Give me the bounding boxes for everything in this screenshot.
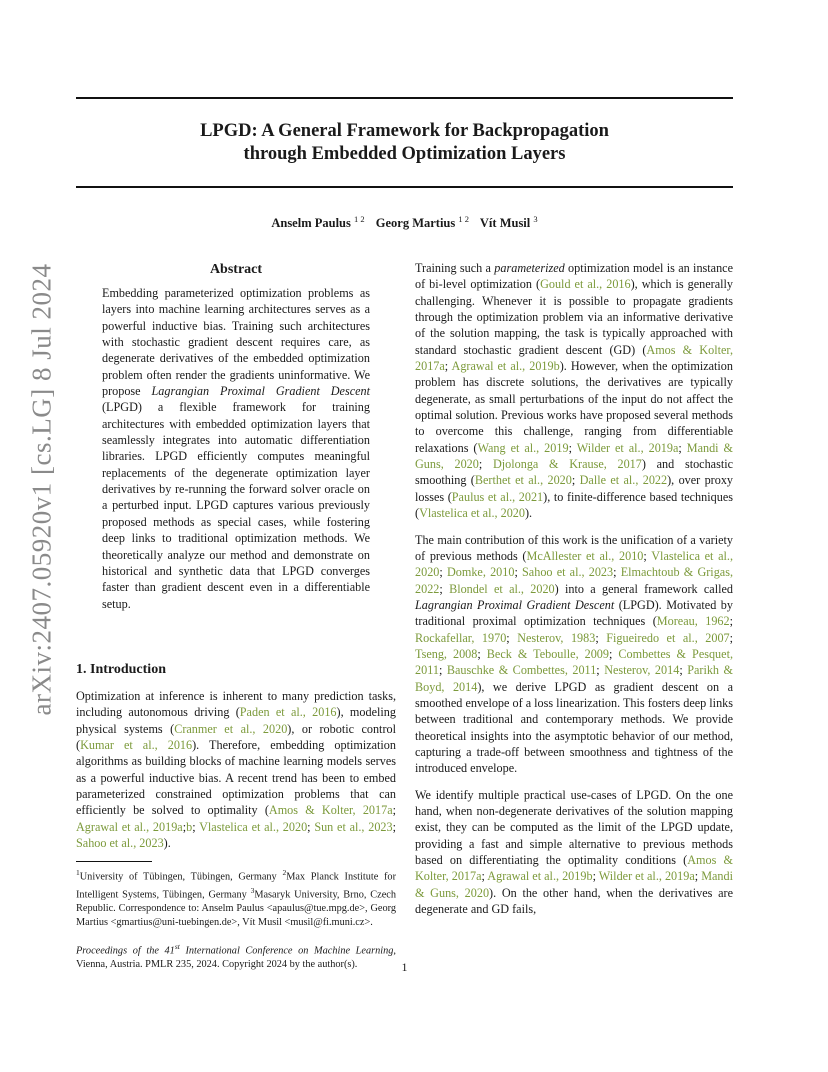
citation-link[interactable]: Sahoo et al., 2023 — [76, 835, 164, 850]
text-run: 1 — [76, 868, 80, 878]
author-affiliation: 3 — [533, 214, 538, 224]
body-paragraph — [415, 532, 733, 777]
citation-link[interactable]: Parikh & Boyd, 2014 — [415, 663, 734, 694]
citation-link[interactable]: McAllester et al., 2010 — [526, 548, 644, 563]
text-run: (LPGD). Motivated by traditional proximal optimization techniques ( — [415, 597, 733, 629]
arxiv-identifier: arXiv:2407.05920v1 [cs.LG] 8 Jul 2024 — [26, 263, 57, 715]
text-run: ; — [506, 630, 518, 645]
author-name: Georg Martius — [375, 216, 456, 230]
text-run: ; — [568, 440, 577, 455]
citation-link[interactable]: Vlastelica et al., 2020 — [415, 548, 734, 580]
citation-link[interactable]: Beck & Teboulle, 2009 — [486, 646, 609, 661]
text-run: ; — [643, 548, 652, 563]
text-run: ; — [478, 457, 493, 472]
citation-link[interactable]: Agrawal et al., 2019b — [487, 869, 593, 884]
text-run: ; — [613, 565, 621, 580]
arxiv-stamp — [22, 263, 62, 715]
text-run: ; — [729, 630, 734, 645]
citation-link[interactable]: Amos & Kolter, 2017a — [415, 342, 733, 374]
text-run: ), modeling physical systems ( — [76, 705, 396, 736]
author-name: Vít Musil — [479, 216, 531, 230]
citation-link[interactable]: Bauschke & Combettes, 2011 — [446, 663, 597, 678]
author-affiliation: 1 2 — [458, 214, 469, 224]
affiliation-footnote — [76, 866, 396, 929]
text-run: ; — [514, 565, 523, 580]
author-affiliation: 1 2 — [354, 214, 365, 224]
text-run: , Vienna, Austria. PMLR 235, 2024. Copyright 2024 by the author(s). — [76, 944, 396, 970]
citation-link[interactable]: Sahoo et al., 2023 — [522, 565, 614, 580]
text-run: ; — [595, 630, 607, 645]
citation-link[interactable]: Djolonga & Krause, 2017 — [492, 457, 642, 472]
title-rule-bottom — [76, 186, 733, 188]
text-run: 3 — [250, 886, 255, 896]
text-run: ), or robotic control ( — [76, 721, 396, 752]
citation-link[interactable]: Dalle et al., 2022 — [579, 473, 668, 488]
author-name: Anselm Paulus — [271, 216, 351, 230]
text-run: 41 — [164, 944, 175, 956]
text-run: ; — [392, 803, 396, 818]
section-heading-introduction: 1. Introduction — [76, 661, 166, 677]
citation-link[interactable]: Amos & Kolter, 2017a — [268, 803, 393, 818]
text-run: ; — [571, 473, 580, 488]
text-run: ; — [439, 581, 450, 596]
citation-link[interactable]: Amos & Kolter, 2017a — [415, 853, 733, 884]
citation-link[interactable]: Paulus et al., 2021 — [451, 489, 544, 504]
citation-link[interactable]: Rockafellar, 1970 — [415, 630, 507, 645]
citation-link[interactable]: Wang et al., 2019 — [477, 440, 569, 455]
text-run: ; — [182, 819, 187, 834]
text-run: ; — [729, 614, 733, 629]
text-run: st — [174, 941, 180, 951]
citation-link[interactable]: Sun et al., 2023 — [314, 819, 393, 834]
text-run: ; — [438, 663, 447, 678]
citation-link[interactable]: Kumar et al., 2016 — [80, 737, 193, 752]
page-number: 1 — [401, 960, 408, 974]
text-run: Training such a — [415, 261, 495, 275]
citation-link[interactable]: Combettes & Pesquet, 2011 — [415, 646, 733, 678]
text-run: ). On the other hand, when the derivatives are degenerate and GD fails, — [415, 885, 733, 917]
citation-link[interactable]: Gould et al., 2016 — [540, 277, 631, 292]
citation-link[interactable]: Mandi & Guns, 2020 — [415, 869, 734, 900]
text-run: ) into a general framework called — [554, 581, 733, 596]
text-run: We identify multiple practical use-cases of LPGD. On the one hand, when non-degenerate derivatives of the solution mapping exist, they can be computed as the limit of the LPGD update, providing a fast and simple alternative to previous methods based on differentiating the optimality conditions ( — [415, 787, 733, 868]
right-column — [415, 260, 733, 917]
abstract-heading: Abstract — [209, 262, 263, 277]
intro-paragraph — [76, 688, 396, 851]
citation-link[interactable]: Mandi & Guns, 2020 — [415, 440, 734, 472]
text-run: ), which is generally challenging. Whenever it is possible to propagate gradients through the optimization problem via an informative derivative of the solution mapping, the task is typically approached with standard stochastic gradient descent (GD) ( — [415, 277, 734, 357]
text-run: parameterized — [494, 261, 565, 275]
text-run: ; — [477, 646, 487, 661]
citation-link[interactable]: Blondel et al., 2020 — [449, 581, 555, 596]
citation-link[interactable]: Domke, 2010 — [446, 565, 515, 580]
text-run: ; — [307, 819, 315, 834]
body-paragraph — [415, 260, 733, 522]
citation-link[interactable]: Moreau, 1962 — [656, 614, 730, 629]
citation-link[interactable]: b — [186, 819, 193, 834]
text-run: ) and stochastic smoothing ( — [415, 457, 734, 488]
citation-link[interactable]: Wilder et al., 2019a — [598, 869, 695, 884]
text-run: ), we derive LPGD as gradient descent on a smoothed envelope of a loss linearization. This fosters deep links between traditional and contemporary methods. We provide theoretical insights into the asymptotic behavior of our method, capturing a trade-off between smoothness and tightness of the introduced envelope. — [415, 679, 733, 776]
citation-link[interactable]: Vlastelica et al., 2020 — [199, 819, 308, 834]
footnote-rule — [76, 861, 152, 862]
text-run: ; — [694, 869, 702, 884]
text-run: ; — [481, 869, 488, 884]
body-paragraph — [415, 787, 733, 918]
citation-link[interactable]: Berthet et al., 2020 — [474, 473, 572, 488]
text-run: ). — [525, 506, 533, 521]
title-line-1: LPGD: A General Framework for Backpropagation — [200, 121, 609, 141]
citation-link[interactable]: Figueiredo et al., 2007 — [606, 630, 730, 645]
text-run: Lagrangian Proximal Gradient Descent — [415, 597, 615, 612]
text-run: University of Tübingen, Tübingen, Germany — [79, 871, 283, 883]
title-rule-top — [76, 97, 733, 99]
left-column — [76, 260, 396, 971]
citation-link[interactable]: Vlastelica et al., 2020 — [419, 506, 525, 521]
text-run: ; — [609, 646, 619, 661]
text-run: Proceedings of the — [76, 944, 165, 956]
paper-title — [76, 120, 733, 166]
text-run: ; — [192, 819, 200, 834]
citation-link[interactable]: Elmachtoub & Grigas, 2022 — [415, 565, 733, 596]
text-run: optimization model is an instance of bi-level optimization ( — [415, 261, 733, 292]
text-run: ). Therefore, embedding optimization algorithms as building blocks of machine learning models serves as a powerful inductive bias. A recent trend has been to embed parameterized constrained optimization problems that can efficiently be solved to optimality ( — [76, 737, 396, 818]
text-run: ). However, when the optimization problem has discrete solutions, the derivatives are typically degenerate, as small perturbations of the input do not affect the optimal solution. Previous works have proposed several methods to overcome this challenge, ranging from differentiable relaxations ( — [415, 359, 733, 455]
author-list — [76, 214, 733, 231]
abstract-body: Embedding parameterized optimization problems as layers into machine learning architectures serves as a powerful inductive bias. Training such architectures with stochastic gradient descent requires care, as degenerate derivatives of the embedded optimization problem often render the gradients uninformative. We propose Lagrangian Proximal Gradient Descent (LPGD) a flexible framework for training architectures with embedded optimization layers that seamlessly integrates into automatic differentiation libraries. LPGD efficiently computes meaningful replacements of the degenerate optimization layer derivatives by re-running the forward solver oracle on a perturbed input. LPGD captures various previously proposed methods as special cases, while fostering deep links to traditional optimization methods. We theoretically analyze our method and demonstrate on historical and synthetic data that LPGD converges faster than gradient descent even in a differentiable setup. — [102, 286, 370, 611]
text-run: ), to finite-difference based techniques ( — [415, 489, 733, 521]
text-run: ; — [592, 869, 599, 884]
text-run: 2 — [282, 868, 287, 878]
citation-link[interactable]: Agrawal et al., 2019a — [76, 819, 183, 834]
citation-link[interactable]: Cranmer et al., 2020 — [174, 721, 288, 736]
text-run: International Conference on Machine Learning — [179, 944, 394, 956]
citation-link[interactable]: Paden et al., 2016 — [239, 705, 337, 720]
text-run: ; — [439, 565, 447, 580]
text-run: ; — [444, 359, 452, 374]
text-run: ; — [392, 819, 396, 834]
text-run: ), over proxy losses ( — [415, 473, 734, 504]
text-run: ; — [679, 663, 688, 678]
text-run: ). — [163, 835, 171, 850]
citation-link[interactable]: Nesterov, 2014 — [604, 663, 680, 678]
citation-link[interactable]: Tseng, 2008 — [415, 646, 478, 661]
citation-link[interactable]: Wilder et al., 2019a — [576, 440, 679, 455]
text-run: Optimization at inference is inherent to many prediction tasks, including autonomous driving ( — [76, 688, 396, 720]
text-run: ; — [596, 663, 605, 678]
citation-link[interactable]: Nesterov, 1983 — [517, 630, 596, 645]
citation-link[interactable]: Agrawal et al., 2019b — [451, 359, 560, 374]
text-run: ; — [678, 440, 687, 455]
text-run: The main contribution of this work is the unification of a variety of previous methods ( — [415, 532, 733, 563]
title-line-2: through Embedded Optimization Layers — [243, 144, 566, 164]
text-run: Masaryk University, Brno, Czech Republic. Correspondence to: Anselm Paulus <apaulus@tue.mpg.de>, Georg Martius <gmartius@uni-tuebingen.de>, Vít Musil <musil@fi.muni.cz>. — [76, 889, 396, 928]
text-run: Max Planck Institute for Intelligent Systems, Tübingen, Germany — [76, 871, 397, 901]
